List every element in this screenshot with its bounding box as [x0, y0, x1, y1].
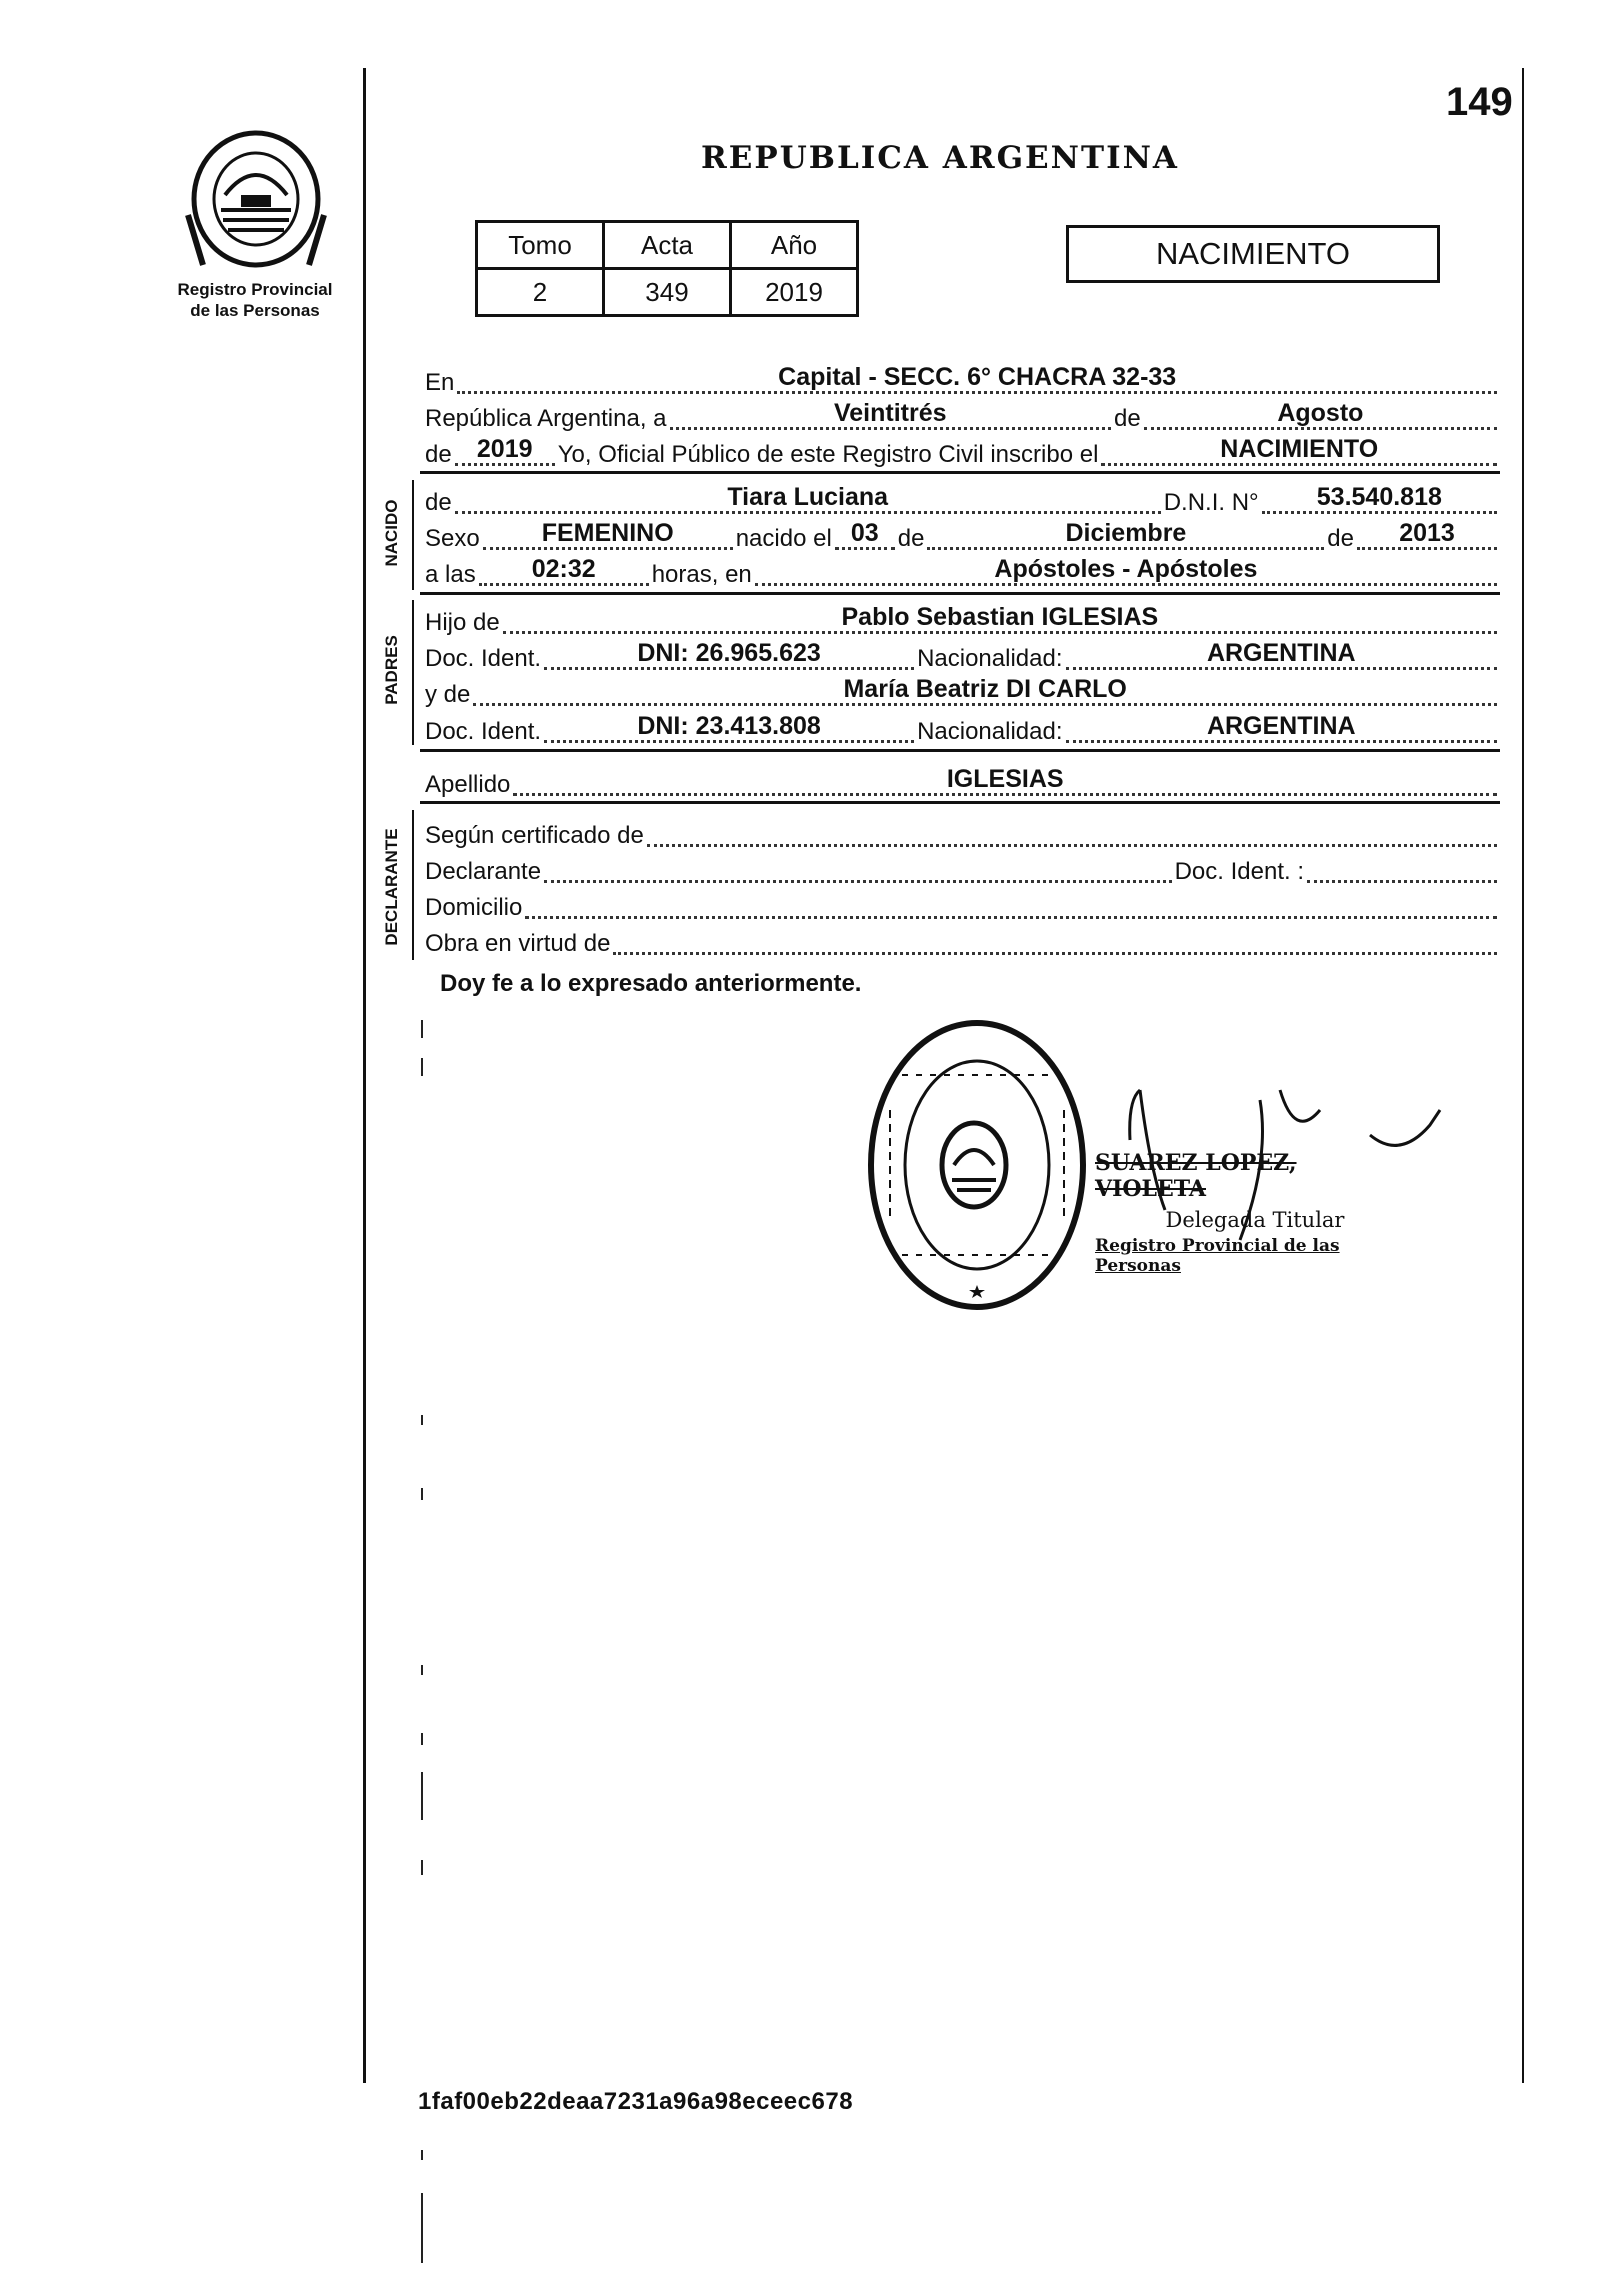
divider-2: [420, 592, 1500, 595]
divider-3: [420, 749, 1500, 752]
dni-label: D.N.I. N°: [1163, 489, 1259, 516]
de2-label: de: [897, 525, 925, 552]
sexo-label: Sexo: [425, 525, 480, 552]
en-label: En: [425, 369, 455, 396]
registry-stamp: [862, 1015, 1092, 1315]
row-en: [425, 364, 1500, 398]
birth-year: 2013: [1399, 519, 1455, 547]
father-nat: ARGENTINA: [1206, 639, 1356, 667]
inscribe-value: NACIMIENTO: [1220, 435, 1379, 463]
margin-tick: [421, 1488, 423, 1500]
margin-tick: [421, 1733, 423, 1745]
signatory-name: SUAREZ LOPEZ, VIOLETA: [1095, 1150, 1297, 1202]
row-yde: [425, 676, 1500, 710]
hijo-label: Hijo de: [425, 609, 500, 636]
margin-tick: [421, 1415, 423, 1425]
year-value: 2019: [476, 435, 533, 463]
side-label-declarante: DECLARANTE: [382, 828, 401, 946]
row-declarante: [425, 853, 1500, 887]
row-republica: [425, 400, 1500, 434]
alas-label: a las: [425, 561, 476, 588]
logo-caption-line2: de las Personas: [190, 301, 320, 320]
signature-block: [1095, 1150, 1415, 1276]
province-seal-logo: [183, 125, 329, 273]
domicilio-label: Domicilio: [425, 894, 523, 921]
margin-tick: [421, 1860, 423, 1875]
row-name: [425, 484, 1500, 518]
side-label-nacido: NACIDO: [382, 499, 401, 567]
row-hora: [425, 556, 1500, 590]
horas-label: horas, en: [651, 561, 752, 588]
margin-tick: [421, 2193, 423, 2263]
birth-month: Diciembre: [1065, 519, 1187, 547]
bracket-padres: [412, 600, 414, 745]
republica-label: República Argentina, a: [425, 405, 667, 432]
signatory-institution: Registro Provincial de las Personas: [1095, 1236, 1340, 1276]
row-domicilio: [425, 889, 1500, 923]
row-hijo: [425, 604, 1500, 638]
birth-place: Apóstoles - Apóstoles: [994, 555, 1258, 583]
row-apellido: [425, 766, 1500, 800]
left-margin-line: [363, 68, 366, 2083]
father-name: Pablo Sebastian IGLESIAS: [841, 603, 1159, 631]
name-value: Tiara Luciana: [727, 483, 889, 511]
register-header-tomo: Tomo: [477, 222, 604, 269]
row-sexo: [425, 520, 1500, 554]
year-prefix: de: [425, 441, 452, 468]
mother-nat-label: Nacionalidad:: [917, 718, 1063, 745]
birth-day: 03: [850, 519, 879, 547]
side-label-padres: PADRES: [382, 635, 401, 705]
de-label: de: [1114, 405, 1141, 432]
margin-tick: [421, 1020, 423, 1038]
name-label: de: [425, 489, 452, 516]
document-title: REPUBLICA ARGENTINA: [701, 140, 1179, 176]
register-header-acta: Acta: [604, 222, 731, 269]
segun-label: Según certificado de: [425, 822, 644, 849]
yde-label: y de: [425, 681, 471, 708]
right-margin-line: [1522, 68, 1524, 2083]
declarante-label: Declarante: [425, 858, 542, 885]
divider-4: [420, 801, 1500, 804]
page-number: 149: [1446, 80, 1513, 124]
logo-caption-line1: Registro Provincial: [177, 280, 333, 299]
father-nat-label: Nacionalidad:: [917, 645, 1063, 672]
signatory-role: Delegada Titular: [1165, 1208, 1345, 1232]
row-inscribe: [425, 436, 1500, 470]
en-value: Capital - SECC. 6° CHACRA 32-33: [778, 363, 1177, 391]
apellido-label: Apellido: [425, 771, 511, 798]
sexo-value: FEMENINO: [541, 519, 674, 547]
register-value-acta: 349: [604, 269, 731, 316]
obra-label: Obra en virtud de: [425, 930, 611, 957]
mother-doc: DNI: 23.413.808: [637, 712, 821, 740]
divider-1: [420, 471, 1500, 474]
oficial-text: Yo, Oficial Público de este Registro Civil inscribo el: [557, 441, 1099, 468]
margin-tick: [421, 1772, 423, 1820]
register-value-anio: 2019: [731, 269, 858, 316]
record-type-box: NACIMIENTO: [1066, 225, 1440, 283]
mother-name: María Beatriz DI CARLO: [843, 675, 1127, 703]
margin-tick: [421, 1665, 423, 1675]
bracket-nacido: [412, 480, 414, 590]
father-doc-label: Doc. Ident.: [425, 645, 542, 672]
day-value: Veintitrés: [833, 399, 947, 427]
birth-time: 02:32: [531, 555, 596, 583]
document-hash: 1faf00eb22deaa7231a96a98eceec678: [418, 2088, 854, 2115]
nacido-label: nacido el: [735, 525, 832, 552]
register-value-tomo: 2: [477, 269, 604, 316]
de3-label: de: [1327, 525, 1354, 552]
row-obra: [425, 925, 1500, 959]
father-doc: DNI: 26.965.623: [637, 639, 821, 667]
closing-statement: Doy fe a lo expresado anteriormente.: [440, 970, 862, 997]
dni-value: 53.540.818: [1316, 483, 1442, 511]
register-table: [475, 220, 859, 317]
bracket-declarante: [412, 810, 414, 960]
margin-tick: [421, 1058, 423, 1076]
row-mother-doc: [425, 713, 1500, 747]
month-value: Agosto: [1277, 399, 1364, 427]
row-segun: [425, 817, 1500, 851]
declarante-doc-label: Doc. Ident. :: [1174, 858, 1304, 885]
row-father-doc: [425, 640, 1500, 674]
margin-tick: [421, 2150, 423, 2160]
mother-doc-label: Doc. Ident.: [425, 718, 542, 745]
logo-caption: [150, 279, 360, 321]
mother-nat: ARGENTINA: [1206, 712, 1356, 740]
apellido-value: IGLESIAS: [946, 765, 1064, 793]
register-header-anio: Año: [731, 222, 858, 269]
